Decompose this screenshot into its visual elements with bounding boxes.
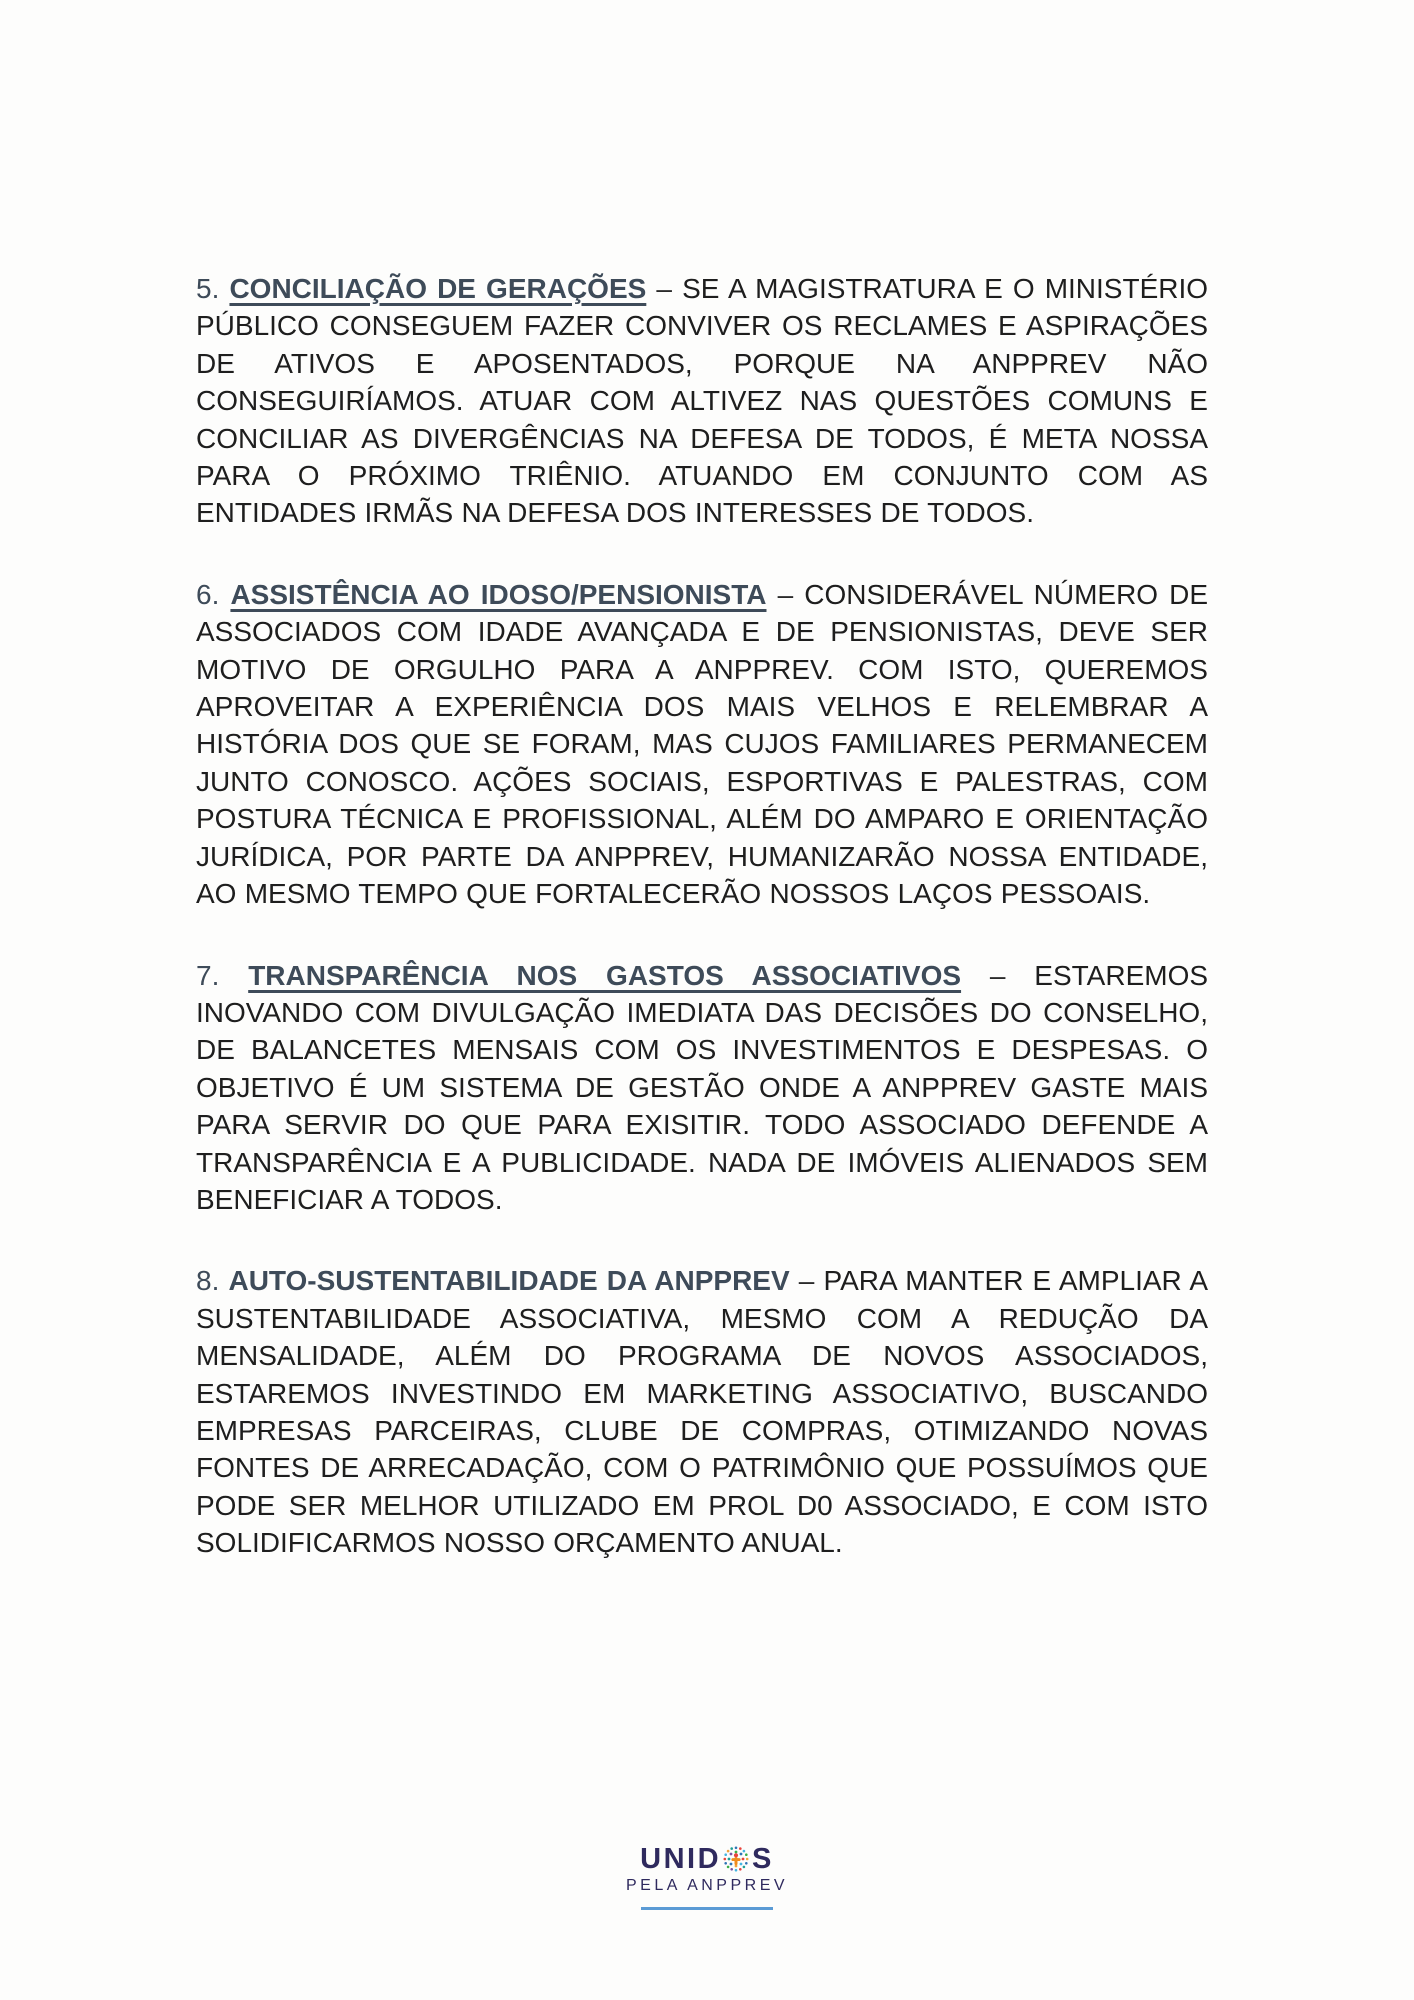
paragraph-number: 5. <box>196 273 220 304</box>
logo-subtitle: PELA ANPPREV <box>625 1877 789 1894</box>
document-content <box>196 270 1208 1606</box>
paragraph-heading: AUTO-SUSTENTABILIDADE DA ANPPREV <box>228 1265 790 1297</box>
unidos-pela-anpprev-logo <box>0 1844 1414 1910</box>
heading-dash: – <box>656 273 672 304</box>
paragraph-body: PARA MANTER E AMPLIAR A SUSTENTABILIDADE ASSOCIATIVA, MESMO COM A REDUÇÃO DA MENSALIDADE, ALÉM DO PROGRAMA DE NOVOS ASSOCIADOS, ESTAREMOS INVESTINDO EM MARKETING ASSOCIATIVO, BUSCANDO EMPRESAS PARCEIRAS, CLUBE DE COMPRAS, OTIMIZANDO NOVAS FONTES DE ARRECADAÇÃO, COM O PATRIMÔNIO QUE POSSUÍMOS QUE PODE SER MELHOR UTILIZADO EM PROL D0 ASSOCIADO, E COM ISTO SOLIDIFICARMOS NOSSO ORÇAMENTO ANUAL. <box>196 1265 1208 1559</box>
paragraph-body: ESTAREMOS INOVANDO COM DIVULGAÇÃO IMEDIATA DAS DECISÕES DO CONSELHO, DE BALANCETES MENSAIS COM OS INVESTIMENTOS E DESPESAS. O OBJETIVO É UM SISTEMA DE GESTÃO ONDE A ANPPREV GASTE MAIS PARA SERVIR DO QUE PARA EXISITIR. TODO ASSOCIADO DEFENDE A TRANSPARÊNCIA E A PUBLICIDADE. NADA DE IMÓVEIS ALIENADOS SEM BENEFICIAR A TODOS. <box>196 959 1209 1215</box>
paragraph-heading: TRANSPARÊNCIA NOS GASTOS ASSOCIATIVOS <box>248 959 962 991</box>
heading-dash: – <box>798 1265 815 1297</box>
paragraph-5-conciliacao-de-geracoes <box>196 270 1208 532</box>
logo-wordmark-left: UNID <box>640 1843 722 1875</box>
paragraph-number: 8. <box>196 1265 220 1297</box>
heading-dash: – <box>777 578 794 610</box>
paragraph-6-assistencia-ao-idoso <box>196 576 1208 913</box>
paragraph-heading: ASSISTÊNCIA AO IDOSO/PENSIONISTA <box>230 578 767 610</box>
paragraph-heading: CONCILIAÇÃO DE GERAÇÕES <box>229 273 647 304</box>
heading-dash: – <box>989 959 1006 991</box>
logo-wordmark <box>640 1844 774 1874</box>
paragraph-8-auto-sustentabilidade <box>196 1262 1208 1561</box>
logo-underline-rule <box>641 1907 773 1910</box>
globe-of-people-icon <box>722 1845 750 1873</box>
paragraph-body: SE A MAGISTRATURA E O MINISTÉRIO PÚBLICO CONSEGUEM FAZER CONVIVER OS RECLAMES E ASPIRAÇÕES DE ATIVOS E APOSENTADOS, PORQUE NA ANPPREV NÃO CONSEGUIRÍAMOS. ATUAR COM ALTIVEZ NAS QUESTÕES COMUNS E CONCILIAR AS DIVERGÊNCIAS NA DEFESA DE TODOS, É META NOSSA PARA O PRÓXIMO TRIÊNIO. ATUANDO EM CONJUNTO COM AS ENTIDADES IRMÃS NA DEFESA DOS INTERESSES DE TODOS. <box>196 273 1209 529</box>
paragraph-number: 7. <box>196 959 220 991</box>
paragraph-body: CONSIDERÁVEL NÚMERO DE ASSOCIADOS COM IDADE AVANÇADA E DE PENSIONISTAS, DEVE SER MOTIVO DE ORGULHO PARA A ANPPREV. COM ISTO, QUEREMOS APROVEITAR A EXPERIÊNCIA DOS MAIS VELHOS E RELEMBRAR A HISTÓRIA DOS QUE SE FORAM, MAS CUJOS FAMILIARES PERMANECEM JUNTO CONOSCO. AÇÕES SOCIAIS, ESPORTIVAS E PALESTRAS, COM POSTURA TÉCNICA E PROFISSIONAL, ALÉM DO AMPARO E ORIENTAÇÃO JURÍDICA, POR PARTE DA ANPPREV, HUMANIZARÃO NOSSA ENTIDADE, AO MESMO TEMPO QUE FORTALECERÃO NOSSOS LAÇOS PESSOAIS. <box>196 578 1209 910</box>
paragraph-7-transparencia-gastos <box>196 957 1208 1219</box>
paragraph-number: 6. <box>196 578 220 610</box>
logo-wordmark-right: S <box>752 1843 774 1875</box>
